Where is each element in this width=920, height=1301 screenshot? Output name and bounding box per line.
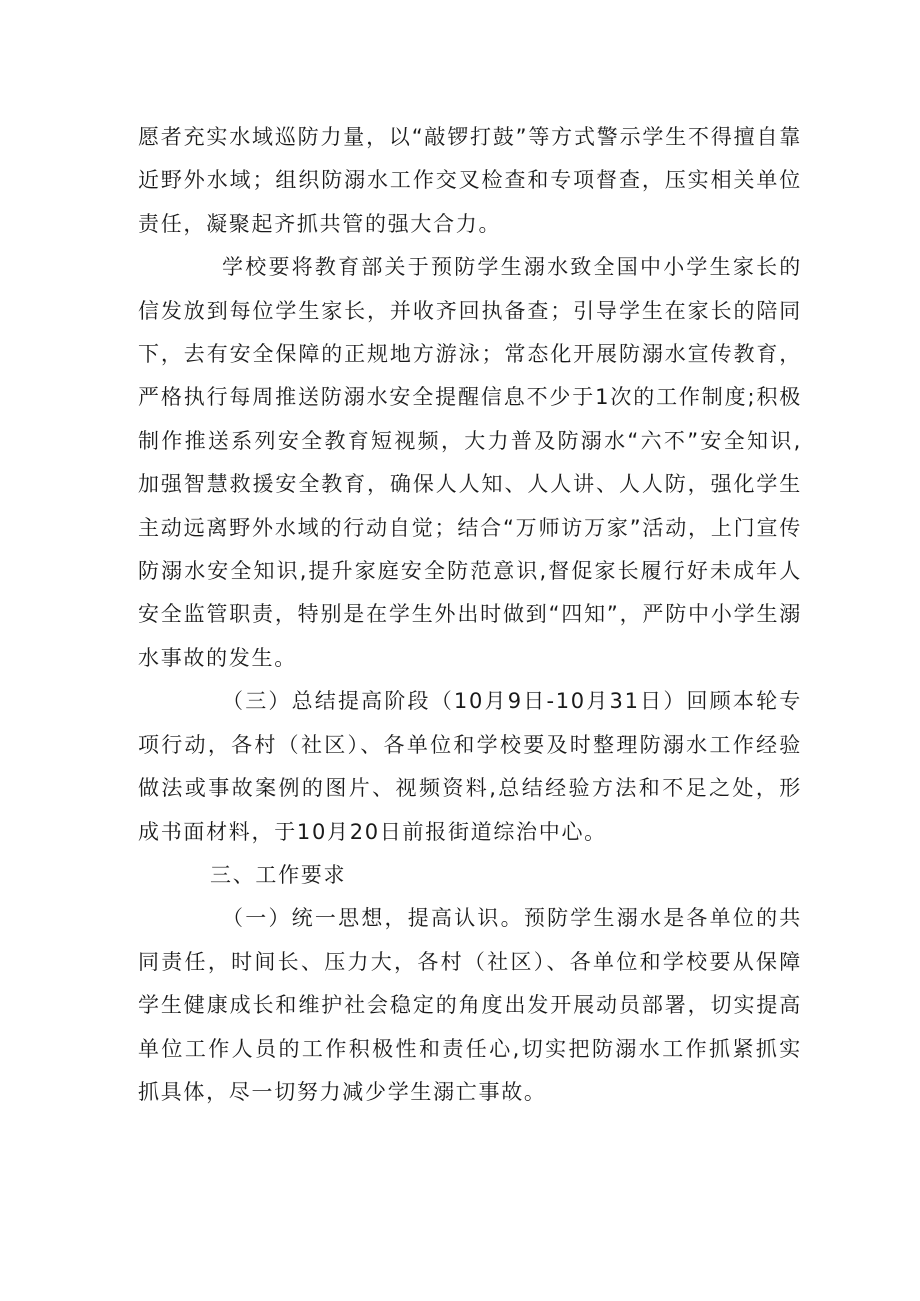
- paragraph-stage-three: （三）总结提高阶段（10月9日-10月31日）回顾本轮专项行动，各村（社区）、各单位和学校要及时整理防溺水工作经验做法或事故案例的图片、视频资料,总结经验方法和不足之处，形成书面材料，于10月20日前报街道综治中心。: [138, 689, 802, 844]
- document-body: [138, 116, 802, 1114]
- paragraph-school-duties: 学校要将教育部关于预防学生溺水致全国中小学生家长的信发放到每位学生家长，并收齐回执备查；引导学生在家长的陪同下，去有安全保障的正规地方游泳；常态化开展防溺水宣传教育，严格执行每周推送防溺水安全提醒信息不少于1次的工作制度;积极制作推送系列安全教育短视频，大力普及防溺水“六不”安全知识,加强智慧救援安全教育，确保人人知、人人讲、人人防，强化学生主动远离野外水域的行动自觉；结合“万师访万家”活动，上门宣传防溺水安全知识,提升家庭安全防范意识,督促家长履行好未成年人安全监管职责，特别是在学生外出时做到“四知”，严防中小学生溺水事故的发生。: [138, 255, 802, 670]
- paragraph-requirement-one: （一）统一思想，提高认识。预防学生溺水是各单位的共同责任，时间长、压力大，各村（社区）、各单位和学校要从保障学生健康成长和维护社会稳定的角度出发开展动员部署，切实提高单位工作人员的工作积极性和责任心,切实把防溺水工作抓紧抓实抓具体，尽一切努力减少学生溺亡事故。: [138, 906, 802, 1104]
- paragraph-continuation: 愿者充实水域巡防力量，以“敲锣打鼓”等方式警示学生不得擅自靠近野外水域；组织防溺水工作交叉检查和专项督查，压实相关单位责任，凝聚起齐抓共管的强大合力。: [138, 125, 802, 236]
- section-heading-work-requirements: 三、工作要求: [210, 862, 347, 887]
